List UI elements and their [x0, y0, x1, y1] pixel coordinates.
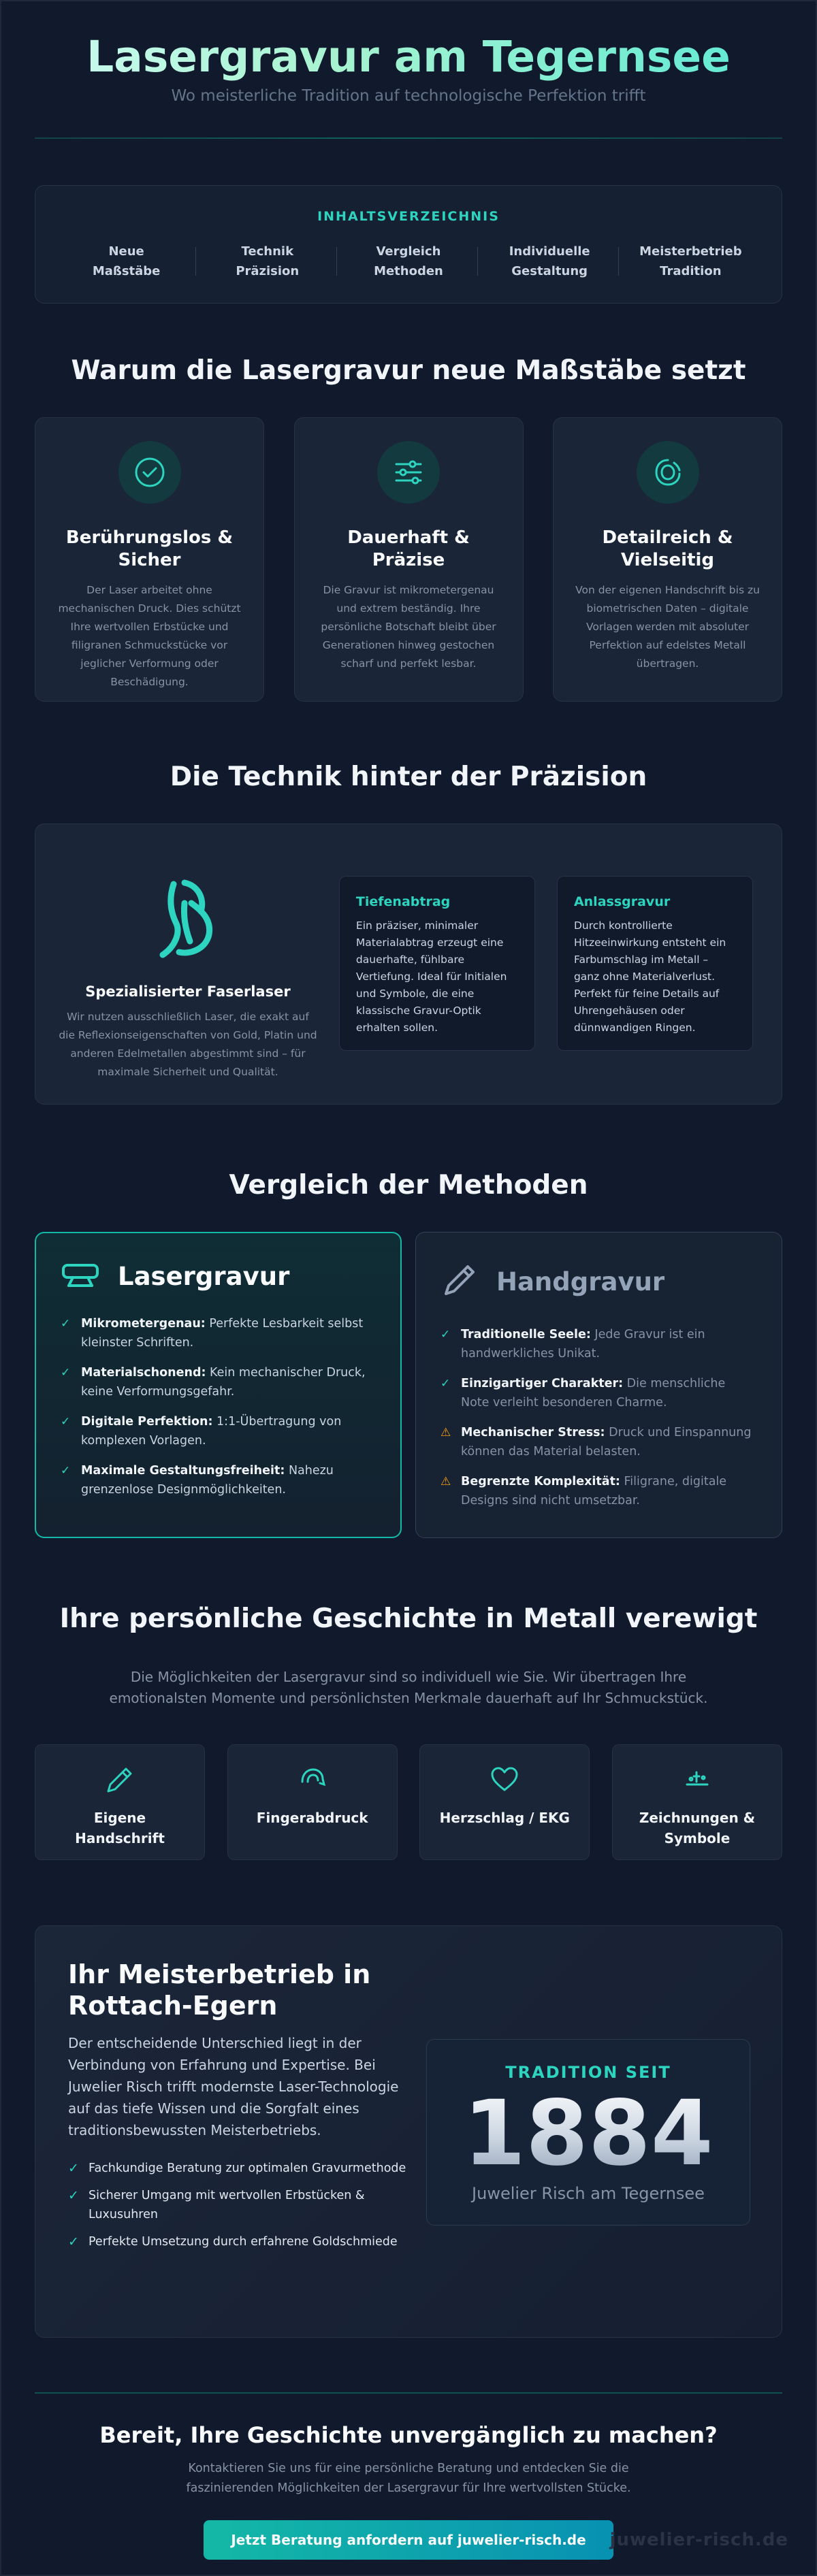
toc-link-gestaltung[interactable] — [488, 242, 611, 281]
meister-info — [68, 1959, 408, 2337]
divider — [35, 137, 782, 139]
comparison-item — [440, 1472, 754, 1510]
divider — [35, 2392, 782, 2394]
meister-panel — [35, 1925, 782, 2338]
toc-link-label: Neue — [108, 244, 144, 259]
list-item-text: Perfekte Umsetzung durch erfahrene Goldschmiede — [89, 2235, 398, 2249]
toc-link-massstaebe[interactable] — [65, 242, 188, 281]
comparison-header — [61, 1262, 373, 1291]
toc-link-label: Methoden — [374, 264, 443, 278]
comparison-item — [61, 1314, 373, 1352]
feature-title: Berührungslos & Sicher — [65, 527, 234, 570]
fingerprint-icon — [637, 441, 699, 504]
story-label: Herzschlag / EKG — [439, 1810, 570, 1826]
feature-text: Der Laser arbeitet ohne mechanischen Druck. Dies schützt Ihre wertvollen Erbstücke und filigranen Schmuckstücke vor jeglicher Verformung oder Beschädigung. — [58, 584, 241, 688]
toc-items — [35, 242, 782, 281]
pen-icon — [104, 1785, 135, 1798]
item-text: Perfekte Lesbarkeit selbst kleinster Schriften. — [81, 1317, 364, 1350]
item-text: Nahezu grenzenlose Designmöglichkeiten. — [81, 1464, 334, 1497]
laser-title: Spezialisierter Faserlaser — [85, 983, 291, 1000]
comparison-card-hand — [415, 1232, 782, 1538]
company-name: Juwelier Risch am Tegernsee — [472, 2184, 705, 2203]
laser-device-icon — [61, 1262, 100, 1291]
toc-link-vergleich[interactable] — [347, 242, 470, 281]
section-heading-compare: Vergleich der Methoden — [229, 1170, 588, 1201]
tech-method-text: Durch kontrollierte Hitzeeinwirkung entsteht ein Farbumschlag im Metall – ganz ohne Materialverlust. Perfekt für feine Details auf Uhrengehäusen oder dünnwandigen Ringen. — [573, 919, 726, 1034]
heart-icon — [489, 1785, 520, 1798]
check-icon: ✓ — [68, 2188, 79, 2203]
tech-method-text: Ein präziser, minimaler Materialabtrag erzeugt eine dauerhafte, fühlbare Vertiefung. Ideal für Initialen und Symbole, die eine klassische Gravur-Optik erhalten sollen. — [355, 919, 507, 1034]
toc-link-label: Meisterbetrieb — [639, 244, 742, 259]
item-label: Traditionelle Seele: — [461, 1328, 591, 1341]
laser-info — [57, 876, 319, 1104]
comparison-item — [61, 1363, 373, 1401]
page-title: Lasergravur am Tegernsee — [35, 31, 782, 83]
item-label: Maximale Gestaltungsfreiheit: — [81, 1464, 285, 1478]
intro-line: Die Möglichkeiten der Lasergravur sind so individuell wie Sie. Wir übertragen Ihre — [130, 1669, 687, 1685]
warning-icon: ⚠ — [440, 1426, 451, 1439]
check-icon: ✓ — [61, 1317, 71, 1331]
check-icon: ✓ — [61, 1464, 71, 1478]
feature-card — [35, 417, 264, 702]
heading-line: Rottach-Egern — [68, 1991, 278, 2021]
list-item — [68, 2232, 408, 2251]
item-text: Jede Gravur ist ein handwerkliches Unikat. — [461, 1328, 705, 1360]
hero — [35, 1, 782, 105]
sliders-icon — [377, 441, 440, 504]
comparison-title: Lasergravur — [118, 1262, 290, 1291]
story-label: Fingerabdruck — [256, 1810, 368, 1826]
comparison-title: Handgravur — [496, 1267, 665, 1297]
story-card — [35, 1744, 205, 1860]
item-label: Digitale Perfektion: — [81, 1415, 213, 1429]
laser-text: Wir nutzen ausschließlich Laser, die exakt auf die Reflexionseigenschaften von Gold, Platin und anderen Edelmetallen abgestimmt sind – für maximale Sicherheit und Qualität. — [59, 1011, 317, 1078]
cta-text — [35, 2459, 782, 2498]
tech-panel — [35, 824, 782, 1105]
story-card — [419, 1744, 590, 1860]
meister-heading — [68, 1959, 408, 2021]
tech-method-title: Anlassgravur — [573, 894, 671, 909]
comparison-card-laser — [35, 1232, 402, 1538]
comparison-item — [440, 1325, 754, 1363]
item-text: 1:1-Übertragung von komplexen Vorlagen. — [81, 1415, 342, 1448]
content — [35, 1, 782, 2560]
feature-cards — [35, 417, 782, 702]
feature-title: Dauerhaft & Präzise — [347, 527, 470, 570]
item-label: Einzigartiger Charakter: — [461, 1377, 624, 1390]
list-item-text: Sicherer Umgang mit wertvollen Erbstücken & Luxusuhren — [89, 2189, 365, 2221]
check-circle-icon — [118, 441, 181, 504]
since-label: TRADITION SEIT — [505, 2063, 671, 2082]
comparison-header — [440, 1261, 754, 1302]
since-year: 1884 — [427, 2086, 750, 2181]
toc-link-label: Technik — [241, 244, 294, 259]
meister-list — [68, 2159, 408, 2251]
toc-link-label: Gestaltung — [511, 264, 588, 278]
check-icon: ✓ — [61, 1415, 71, 1429]
story-label: Eigene — [93, 1810, 146, 1826]
check-icon: ✓ — [61, 1366, 71, 1380]
intro-line: emotionalsten Momente und persönlichsten Merkmale dauerhaft auf Ihr Schmuckstück. — [109, 1690, 708, 1706]
pencil-icon — [440, 1261, 479, 1302]
tech-method-title: Tiefenabtrag — [355, 894, 451, 909]
check-icon: ✓ — [440, 1377, 451, 1390]
item-text: Filigrane, digitale Designs sind nicht umsetzbar. — [461, 1475, 727, 1507]
check-icon: ✓ — [440, 1328, 451, 1341]
watermark: juwelier-risch.de — [609, 2530, 788, 2550]
tech-method-card — [557, 876, 753, 1051]
page-subtitle: Wo meisterliche Tradition auf technologische Perfektion trifft — [171, 87, 646, 105]
section-heading-tech: Die Technik hinter der Präzision — [170, 762, 647, 792]
toc-link-label: Vergleich — [376, 244, 441, 259]
tradition-badge — [426, 2039, 750, 2226]
story-cards — [35, 1744, 782, 1860]
list-item-text: Fachkundige Beratung zur optimalen Gravurmethode — [89, 2162, 406, 2175]
toc-link-label: Individuelle — [509, 244, 590, 259]
toc-title: INHALTSVERZEICHNIS — [317, 209, 500, 224]
feature-title: Detailreich & Vielseitig — [602, 527, 733, 570]
item-text: Druck und Einspannung können das Material belasten. — [461, 1426, 752, 1458]
list-item — [68, 2159, 408, 2178]
feature-text: Von der eigenen Handschrift bis zu biometrischen Daten – digitale Vorlagen werden mit absoluter Perfektion auf edelstes Metall übertragen. — [575, 584, 760, 670]
since-wrapper — [408, 1959, 750, 2337]
item-text: Kein mechanischer Druck, keine Verformungsgefahr. — [81, 1366, 366, 1399]
toc-link-meisterbetrieb[interactable] — [629, 242, 752, 281]
story-intro — [35, 1667, 782, 1709]
item-text: Die menschliche Note verleiht besonderen Charme. — [461, 1377, 726, 1409]
feature-card — [294, 417, 524, 702]
symbol-icon — [682, 1785, 713, 1798]
item-label: Mechanischer Stress: — [461, 1426, 605, 1439]
cta-heading: Bereit, Ihre Geschichte unvergänglich zu machen? — [99, 2422, 718, 2448]
story-label: Zeichnungen & — [639, 1810, 756, 1826]
comparison-item — [440, 1423, 754, 1461]
comparison-item — [440, 1374, 754, 1412]
story-label: Handschrift — [75, 1830, 165, 1846]
table-of-contents — [35, 185, 782, 304]
feature-card — [553, 417, 782, 702]
section-heading-story: Ihre persönliche Geschichte in Metall verewigt — [59, 1603, 758, 1634]
tech-method-card — [339, 876, 535, 1051]
item-label: Mikrometergenau: — [81, 1317, 206, 1331]
item-label: Materialschonend: — [81, 1366, 206, 1380]
heading-line: Ihr Meisterbetrieb in — [68, 1959, 371, 1989]
meister-text: Der entscheidende Unterschied liegt in der Verbindung von Erfahrung und Expertise. Bei Juwelier Risch trifft modernste Laser-Technologie auf das tiefe Wissen und die Sorgfalt eines traditionsbewussten Meisterbetriebs. — [68, 2035, 399, 2138]
toc-link-label: Präzision — [236, 264, 300, 278]
cta-line: Kontaktieren Sie uns für eine persönliche Beratung und entdecken Sie die — [188, 2462, 629, 2475]
comparison-item — [61, 1412, 373, 1450]
item-label: Begrenzte Komplexität: — [461, 1475, 620, 1488]
laser-icon — [57, 876, 319, 966]
story-card — [227, 1744, 398, 1860]
fingerprint-icon — [297, 1785, 328, 1798]
toc-link-label: Tradition — [660, 264, 722, 278]
cta-line: faszinierenden Möglichkeiten der Lasergravur für Ihre wertvollsten Stücke. — [186, 2481, 631, 2495]
story-label: Symbole — [664, 1830, 731, 1846]
story-card — [612, 1744, 782, 1860]
check-icon: ✓ — [68, 2161, 79, 2176]
feature-text: Die Gravur ist mikrometergenau und extrem beständig. Ihre persönliche Botschaft bleibt über Generationen hinweg gestochen scharf und perfekt lesbar. — [321, 584, 496, 670]
warning-icon: ⚠ — [440, 1475, 451, 1488]
comparison — [35, 1232, 782, 1538]
comparison-item — [61, 1461, 373, 1499]
list-item — [68, 2186, 408, 2224]
check-icon: ✓ — [68, 2234, 79, 2249]
cta-button[interactable]: Jetzt Beratung anfordern auf juwelier-risch.de — [204, 2520, 613, 2560]
toc-link-label: Maßstäbe — [92, 264, 161, 278]
section-heading-why: Warum die Lasergravur neue Maßstäbe setzt — [71, 355, 746, 386]
toc-link-technik[interactable] — [206, 242, 329, 281]
